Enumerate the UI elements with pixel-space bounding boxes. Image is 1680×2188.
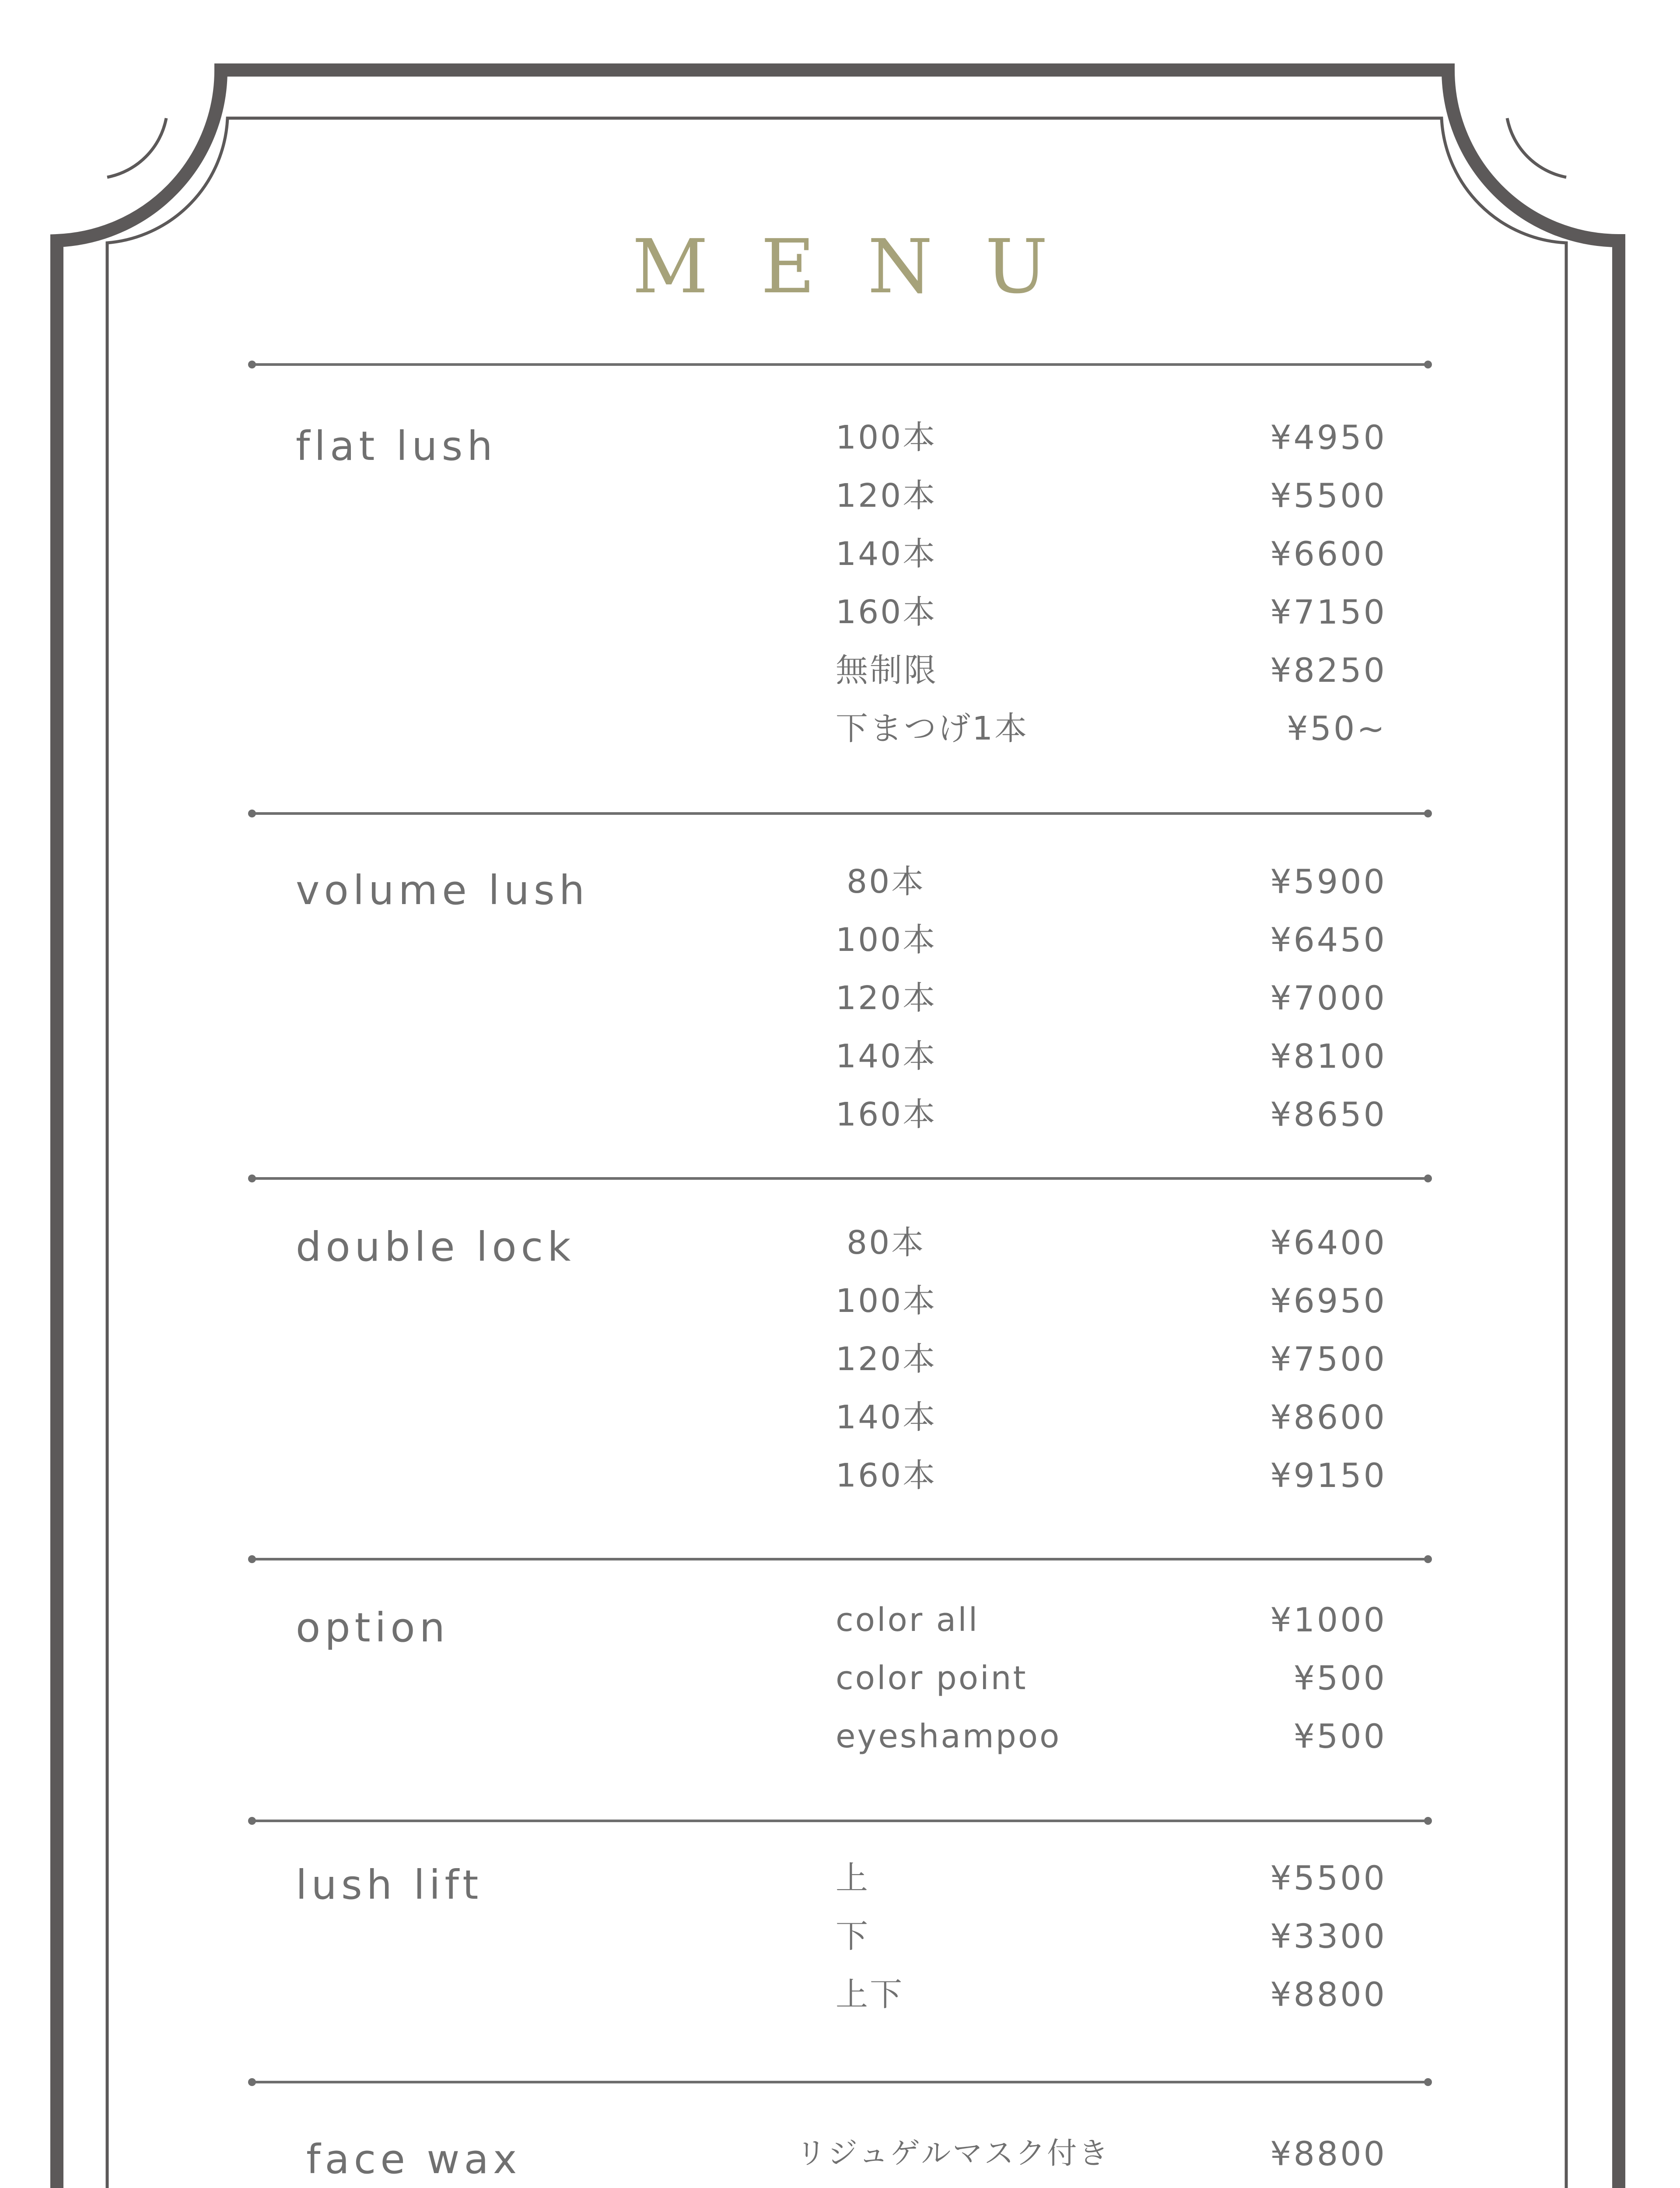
menu-item-label: 80本 — [847, 1224, 926, 1262]
menu-item-label: eyeshampoo — [836, 1718, 1061, 1755]
menu-item-label: 120本 — [836, 1340, 937, 1378]
menu-item-price: ¥500 — [1293, 1717, 1387, 1756]
menu-item-price: ¥7150 — [1270, 593, 1387, 631]
menu-item-price: ¥8100 — [1270, 1037, 1387, 1076]
section-divider — [252, 1177, 1428, 1180]
menu-item-price: ¥7000 — [1270, 978, 1387, 1017]
menu-item-price: ¥9150 — [1270, 1456, 1387, 1495]
menu-item-label: 100本 — [836, 419, 937, 456]
menu-item-label: 上 — [836, 1859, 870, 1897]
menu-item-price: ¥5500 — [1270, 476, 1387, 515]
menu-item-price: ¥6400 — [1270, 1223, 1387, 1262]
section-name-volume-lush: volume lush — [296, 867, 589, 914]
menu-item-label: リジュゲルマスク付き — [796, 2136, 1110, 2171]
section-name-lush-lift: lush lift — [296, 1862, 483, 1908]
menu-item-label: 100本 — [836, 921, 937, 959]
menu-item-label: 上下 — [836, 1976, 904, 2013]
menu-item-price: ¥50~ — [1287, 709, 1387, 748]
menu-item-label: 無制限 — [836, 652, 938, 689]
menu-item-label: 120本 — [836, 477, 937, 515]
menu-item-price: ¥5900 — [1270, 862, 1387, 901]
menu-item-price: ¥8800 — [1270, 2134, 1387, 2173]
menu-item-label: 80本 — [847, 863, 926, 901]
menu-item-price: ¥8600 — [1270, 1398, 1387, 1437]
section-divider — [252, 812, 1428, 815]
section-name-flat-lush: flat lush — [296, 423, 497, 470]
menu-item-price: ¥6600 — [1270, 534, 1387, 573]
menu-item-price: ¥6950 — [1270, 1281, 1387, 1320]
section-divider — [252, 2081, 1428, 2083]
menu-item-label: color point — [836, 1659, 1028, 1697]
menu-item-price: ¥500 — [1293, 1659, 1387, 1697]
menu-item-label: 下 — [836, 1918, 870, 1955]
section-divider — [252, 1820, 1428, 1822]
menu-item-label: 120本 — [836, 979, 937, 1017]
menu-item-label: 160本 — [836, 593, 937, 631]
menu-item-price: ¥7500 — [1270, 1339, 1387, 1378]
corner-accent-tl — [107, 118, 166, 177]
menu-item-label: 下まつげ1本 — [836, 710, 1029, 747]
menu-item-label: 140本 — [836, 535, 937, 573]
menu-item-label: 140本 — [836, 1038, 937, 1075]
menu-item-label: 160本 — [836, 1457, 937, 1494]
corner-accent-tr — [1507, 118, 1566, 177]
menu-item-label: color all — [836, 1601, 980, 1639]
menu-item-price: ¥1000 — [1270, 1600, 1387, 1639]
menu-item-label: 140本 — [836, 1399, 937, 1436]
menu-title: MENU — [632, 224, 1101, 310]
menu-item-price: ¥5500 — [1270, 1858, 1387, 1897]
section-name-double-lock: double lock — [296, 1224, 575, 1270]
section-divider — [252, 363, 1428, 366]
menu-item-price: ¥6450 — [1270, 920, 1387, 959]
menu-item-price: ¥3300 — [1270, 1917, 1387, 1956]
menu-item-label: 160本 — [836, 1096, 937, 1133]
section-name-face-wax: face wax — [306, 2136, 522, 2183]
menu-item-price: ¥8650 — [1270, 1095, 1387, 1134]
menu-item-label: 100本 — [836, 1282, 937, 1320]
menu-item-price: ¥4950 — [1270, 418, 1387, 457]
menu-item-price: ¥8800 — [1270, 1975, 1387, 2014]
section-divider — [252, 1558, 1428, 1560]
section-name-option: option — [296, 1604, 449, 1651]
menu-item-price: ¥8250 — [1270, 651, 1387, 690]
